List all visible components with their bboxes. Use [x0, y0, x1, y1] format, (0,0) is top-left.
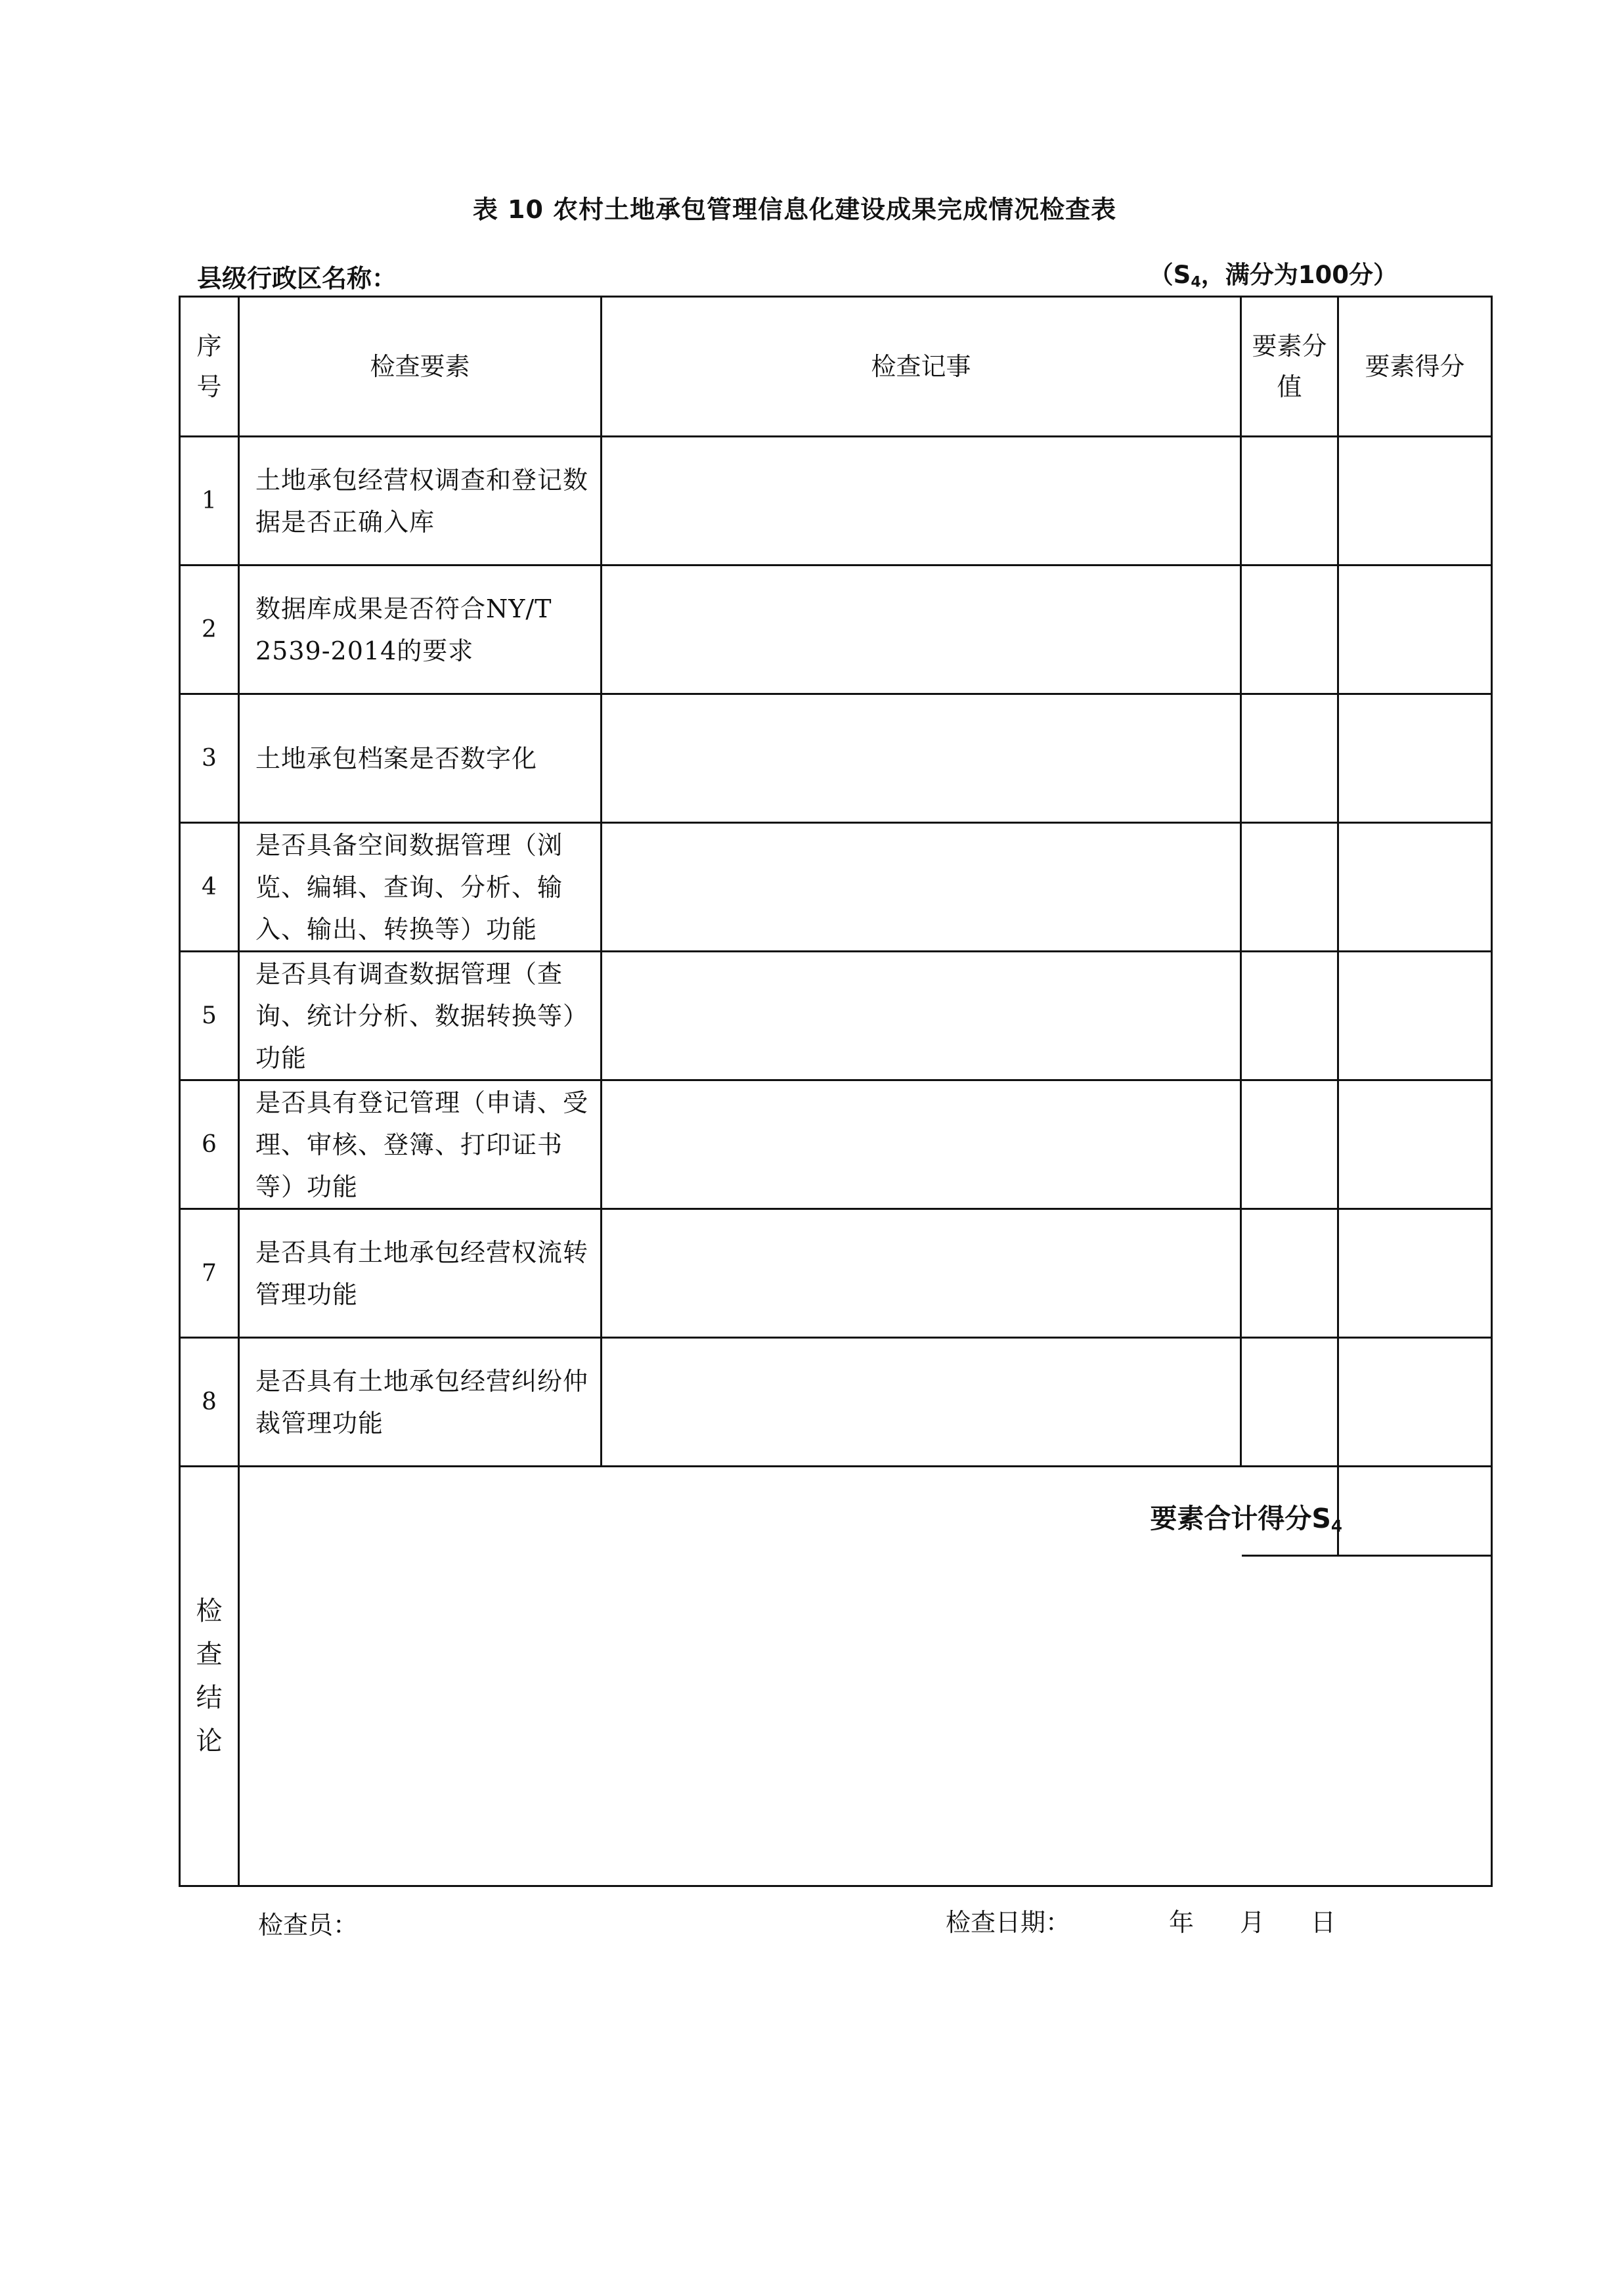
- row-check-element: 数据库成果是否符合NY/T 2539-2014的要求: [239, 566, 602, 694]
- row-check-record-cell: [602, 566, 1241, 694]
- score-note-suffix: ，满分为100分）: [1200, 261, 1397, 289]
- row-element-value-cell: [1241, 952, 1338, 1080]
- row-element-score-cell: [1338, 1338, 1492, 1467]
- total-score-label: [1150, 1497, 1342, 1536]
- row-element-value-cell: [1241, 694, 1338, 823]
- conclusion-row: [180, 1556, 1492, 1886]
- row-check-record-cell: [602, 1209, 1241, 1338]
- header-check-element: 检查要素: [239, 297, 602, 437]
- total-score-row: [180, 1467, 1492, 1556]
- row-element-score-cell: [1338, 952, 1492, 1080]
- row-element-score-cell: [1338, 1080, 1492, 1209]
- table-header-row: [180, 297, 1492, 437]
- total-spacer-cell: [239, 1467, 1241, 1556]
- table-row: [180, 1338, 1492, 1467]
- row-check-record-cell: [602, 1080, 1241, 1209]
- page-title: 表 10 农村土地承包管理信息化建设成果完成情况检查表: [472, 195, 1117, 224]
- table-row: [180, 823, 1492, 952]
- inspection-table: [179, 296, 1493, 1887]
- row-seq: 2: [180, 566, 239, 694]
- table-row: [180, 566, 1492, 694]
- row-seq: 8: [180, 1338, 239, 1467]
- row-element-score-cell: [1338, 694, 1492, 823]
- row-check-element: 土地承包档案是否数字化: [239, 694, 602, 823]
- conclusion-label-cell: [180, 1467, 239, 1886]
- total-score-value-cell: [1338, 1467, 1492, 1556]
- row-element-value-cell: [1241, 823, 1338, 952]
- date-month-label: 月: [1240, 1908, 1265, 1937]
- row-check-element: 是否具有土地承包经营权流转管理功能: [239, 1209, 602, 1338]
- row-element-score-cell: [1338, 823, 1492, 952]
- row-seq: 5: [180, 952, 239, 1080]
- total-score-text: 要素合计得分S: [1150, 1502, 1331, 1534]
- row-seq: 6: [180, 1080, 239, 1209]
- row-check-record-cell: [602, 1338, 1241, 1467]
- total-score-subscript: 4: [1330, 1516, 1342, 1536]
- total-score-label-cell: [1150, 1467, 1342, 1556]
- row-check-element: 是否具有登记管理（申请、受理、审核、登簿、打印证书等）功能: [239, 1080, 602, 1209]
- table-row: [180, 1080, 1492, 1209]
- row-check-record-cell: [602, 437, 1241, 566]
- row-element-score-cell: [1338, 566, 1492, 694]
- header-check-record: 检查记事: [602, 297, 1241, 437]
- row-element-value-cell: [1241, 1209, 1338, 1338]
- row-check-element: 是否具有土地承包经营纠纷仲裁管理功能: [239, 1338, 602, 1467]
- score-note-prefix: （S: [1149, 261, 1191, 289]
- row-element-value-cell: [1241, 437, 1338, 566]
- conclusion-area: [239, 1556, 1492, 1886]
- score-note-subscript: 4: [1191, 273, 1201, 291]
- row-check-element: 土地承包经营权调查和登记数据是否正确入库: [239, 437, 602, 566]
- table-row: [180, 437, 1492, 566]
- full-score-note: [1149, 255, 1397, 291]
- header-element-score: 要素得分: [1338, 297, 1492, 437]
- table-row: [180, 952, 1492, 1080]
- row-element-value-cell: [1241, 1080, 1338, 1209]
- table-row: [180, 1209, 1492, 1338]
- row-seq: 1: [180, 437, 239, 566]
- row-seq: 7: [180, 1209, 239, 1338]
- header-seq: 序号: [180, 297, 239, 437]
- row-check-element: 是否具备空间数据管理（浏览、编辑、查询、分析、输入、输出、转换等）功能: [239, 823, 602, 952]
- table-row: [180, 694, 1492, 823]
- row-check-record-cell: [602, 823, 1241, 952]
- date-day-label: 日: [1311, 1908, 1336, 1937]
- inspector-label: 检查员：: [258, 1911, 359, 1940]
- row-element-score-cell: [1338, 1209, 1492, 1338]
- row-check-record-cell: [602, 952, 1241, 1080]
- date-year-label: 年: [1169, 1908, 1195, 1937]
- row-element-value-cell: [1241, 566, 1338, 694]
- county-name-label: 县级行政区名称：: [197, 264, 397, 293]
- row-check-record-cell: [602, 694, 1241, 823]
- row-element-value-cell: [1241, 1338, 1338, 1467]
- conclusion-label: 检查结论: [196, 1596, 223, 1756]
- inspection-date: [946, 1902, 1336, 1938]
- row-check-element: 是否具有调查数据管理（查询、统计分析、数据转换等）功能: [239, 952, 602, 1080]
- header-element-value: 要素分值: [1241, 297, 1338, 437]
- row-element-score-cell: [1338, 437, 1492, 566]
- row-seq: 4: [180, 823, 239, 952]
- date-label: 检查日期：: [946, 1908, 1071, 1937]
- row-seq: 3: [180, 694, 239, 823]
